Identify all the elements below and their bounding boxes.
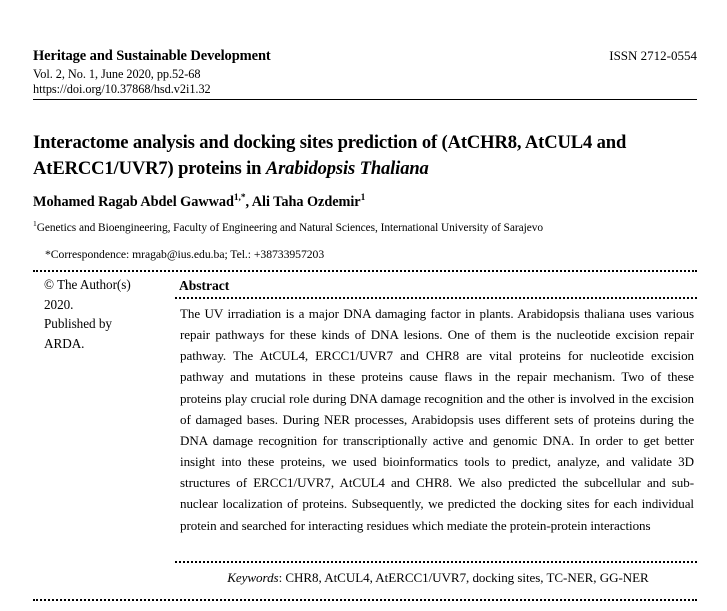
page-title <box>33 130 697 182</box>
affiliation-line <box>33 221 697 236</box>
keywords-list: CHR8, AtCUL4, AtERCC1/UVR7, docking sites, TC-NER, GG-NER <box>285 570 649 585</box>
volume-issue-line: Vol. 2, No. 1, June 2020, pp.52-68 <box>33 67 201 81</box>
issn-number: ISSN 2712-0554 <box>609 48 697 63</box>
author-affiliation-marker-1: 1,* <box>233 193 246 204</box>
masthead-top-row <box>33 48 697 65</box>
paper-title-text: Interactome analysis and docking sites prediction of (AtCHR8, AtCUL4 and AtERCC1/UVR7) proteins in <box>33 132 627 180</box>
keywords-top-divider <box>175 561 697 563</box>
keywords-line <box>180 568 696 587</box>
abstract-bottom-divider <box>33 599 697 601</box>
paper-title-species: Arabidopsis Thaliana <box>265 158 429 180</box>
keywords-label: Keywords <box>227 570 279 585</box>
abstract-heading: Abstract <box>179 278 230 293</box>
affiliation-text: Genetics and Bioengineering, Faculty of Engineering and Natural Sciences, International University of Sarajevo <box>36 222 544 234</box>
copyright-block <box>44 275 169 353</box>
copyright-line-3: Published by <box>44 316 112 332</box>
author-list <box>33 194 697 211</box>
journal-masthead <box>33 48 697 97</box>
abstract-label-divider <box>175 297 697 299</box>
author-name-2: Ali Taha Ozdemir <box>251 194 361 210</box>
author-separator: , <box>245 194 252 210</box>
author-affiliation-marker-2: 1 <box>360 193 366 204</box>
journal-title: Heritage and Sustainable Development <box>33 48 271 64</box>
affiliation-marker: 1 <box>33 219 37 229</box>
doi-link[interactable]: https://doi.org/10.37868/hsd.v2i1.32 <box>33 82 211 96</box>
copyright-line-4: ARDA. <box>44 335 85 351</box>
header-divider <box>33 99 697 100</box>
abstract-body-text: The UV irradiation is a major DNA damaging factor in plants. Arabidopsis thaliana uses various repair pathways for these kinds of DNA lesions. One of them is the nucleotide excision repair pathway. The AtCUL4, ERCC1/UVR7 and CHR8 are vital proteins for nucleotide excision pathway and mutations in these proteins cause flaws in the repair mechanism. Two of these proteins play crucial role during DNA damage recognition and the other is involved in the excision of damaged bases. During NER processes, Arabidopsis uses different sets of proteins during the DNA damage recognition for transcriptionally active and genomic DNA. In order to get better insight into these proteins, we used bioinformatics tools to predict, analyze, and validate 3D structures of ERCC1/UVR7, AtCUL4 and CHR8. We also predicted the subcellular and sub-nuclear localization of proteins. Subsequently, we predicted the docking sites for each individual protein and searched for interacting residues which mediate the protein-protein interactions <box>180 306 694 533</box>
copyright-line-1: © The Author(s) <box>44 277 131 292</box>
abstract-top-divider <box>33 270 697 272</box>
keywords-separator: : <box>278 570 286 585</box>
author-name-1: Mohamed Ragab Abdel Gawwad <box>33 194 234 210</box>
copyright-line-2: 2020. <box>44 296 74 312</box>
correspondence-line[interactable]: *Correspondence: mragab@ius.edu.ba; Tel.: +38733957203 <box>45 248 325 261</box>
